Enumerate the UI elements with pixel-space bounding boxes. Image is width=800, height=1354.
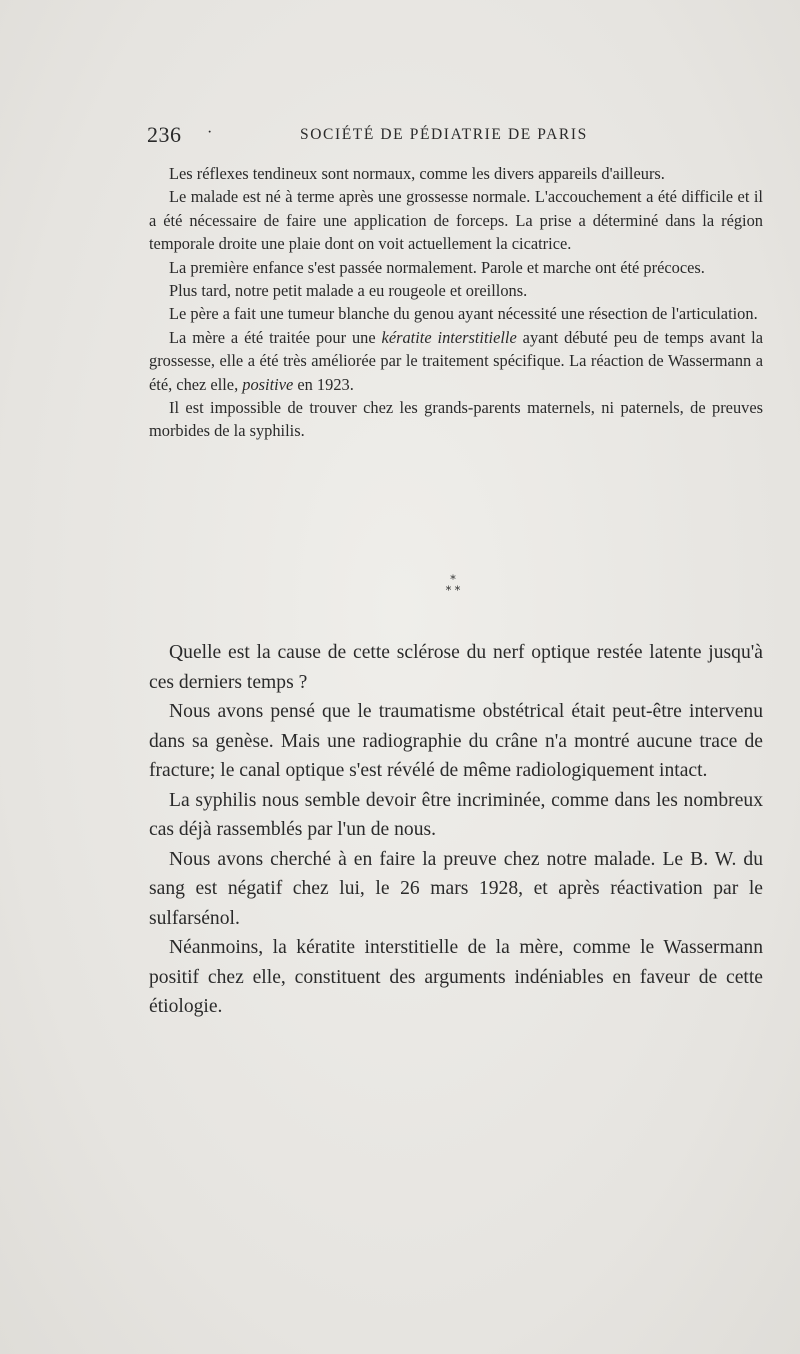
italic-term: kératite interstitielle [381,327,517,347]
paragraph-reflexes: Les réflexes tendineux sont normaux, comme les divers appareils d'ailleurs. [169,164,665,183]
paragraph-childhood: La première enfance s'est passée normalement. Parole et marche ont été précoces. [169,257,705,277]
header-dot: · [207,124,213,141]
paragraph-mother [149,326,763,396]
case-history-section [149,162,763,443]
text-run: en 1923. [293,374,354,394]
paragraph-illnesses: Plus tard, notre petit malade a eu rougeole et oreillons. [169,281,528,301]
paragraph-proof: Nous avons cherché à en faire la preuve chez notre malade. Le B. W. du sang est négatif chez lui, le 26 mars 1928, et après réactivation par le sulfarsénol. [149,848,763,929]
paragraph-syphilis: La syphilis nous semble devoir être incriminée, comme dans les nombreux cas déjà rassemblés par l'un de nous. [149,789,763,840]
asterism-bottom: * * [445,584,461,597]
paragraph-trauma: Nous avons pensé que le traumatisme obstétrical était peut-être intervenu dans sa genèse. Mais une radiographie du crâne n'a montré aucune trace de fracture; le canal optique s'est révélé de même radiologiquement intact. [149,701,763,781]
paragraph-father: Le père a fait une tumeur blanche du genou ayant nécessité une résection de l'articulation. [169,304,758,324]
text-run: La mère a été traitée pour une [169,327,382,347]
italic-term: positive [242,374,294,394]
page-header [147,122,762,152]
paragraph-birth: Le malade est né à terme après une grossesse normale. L'accouchement a été difficile et il a été nécessaire de faire une application de forceps. La prise a déterminé dans la région temporale droite une plaie dont on voit actuellement la cicatrice. [149,187,763,254]
asterism-separator [435,574,471,604]
paragraph-question: Quelle est la cause de cette sclérose du nerf optique restée latente jusqu'à ces derniers temps ? [149,642,763,693]
paragraph-conclusion: Néanmoins, la kératite interstitielle de la mère, comme le Wassermann positif chez elle, constituent des arguments indéniables en faveur de cette étiologie. [149,937,763,1017]
page-number: 236 [147,122,182,147]
paragraph-grandparents: Il est impossible de trouver chez les grands-parents maternels, ni paternels, de preuves morbides de la syphilis. [149,398,763,441]
discussion-section [149,638,763,1022]
running-head: SOCIÉTÉ DE PÉDIATRIE DE PARIS [300,126,588,143]
asterism-top: * [450,573,456,586]
text-run: ayant débuté peu de temps avant la grossesse, elle a été très améliorée par le traitement spécifique. La réaction de Wassermann a été, chez elle, [149,327,764,394]
